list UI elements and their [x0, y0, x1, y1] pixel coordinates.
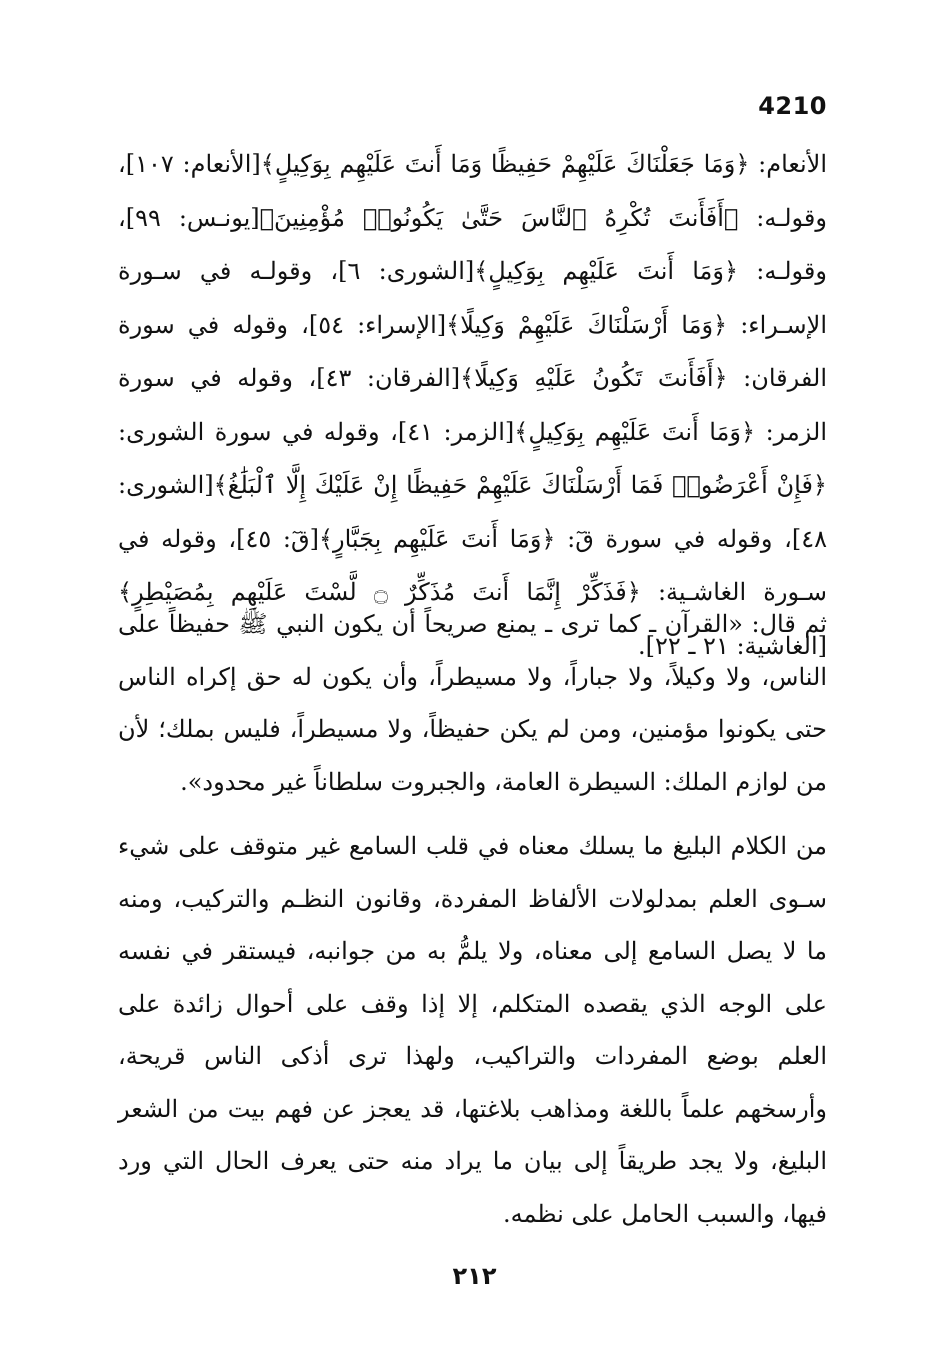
page-number-bottom: ٢١٢: [452, 1262, 497, 1290]
quran-citations-block: الأنعام: ﴿وَمَا جَعَلْنَاكَ عَلَيْهِمْ حَفِيظًا وَمَا أَنتَ عَلَيْهِم بِوَكِيلٍ﴾[الأنعام: ١٠٧]، وقولـه: ﴿أَفَأَنتَ تُكْرِهُ ٱلنَّاسَ حَتَّىٰ يَكُونُوا۟ مُؤْمِنِينَ﴾[يونـس: ٩٩]، وقولـه: ﴿وَمَا أَنتَ عَلَيْهِم بِوَكِيلٍ﴾[الشورى: ٦]، وقولـه في سـورة الإسـراء: ﴿وَمَا أَرْسَلْنَاكَ عَلَيْهِمْ وَكِيلًا﴾[الإسراء: ٥٤]، وقوله في سورة الفرقان: ﴿أَفَأَنتَ تَكُونُ عَلَيْهِ وَكِيلًا﴾[الفرقان: ٤٣]، وقوله في سورة الزمر: ﴿وَمَا أَنتَ عَلَيْهِم بِوَكِيلٍ﴾[الزمر: ٤١]، وقوله في سورة الشورى: ﴿فَإِنْ أَعْرَضُوا۟ فَمَا أَرْسَلْنَاكَ عَلَيْهِمْ حَفِيظًا إِنْ عَلَيْكَ إِلَّا ٱلْبَلَٰغُ﴾[الشورى: ٤٨]، وقوله في سورة قٓ: ﴿وَمَا أَنتَ عَلَيْهِم بِجَبَّارٍ﴾[قٓ: ٤٥]، وقوله في سـورة الغاشـية: ﴿فَذَكِّرْ إِنَّمَا أَنتَ مُذَكِّرٌ ۝ لَّسْتَ عَلَيْهِم بِمُصَيْطِرٍ﴾[الغاشية: ٢١ ـ ٢٢].: [118, 150, 828, 660]
page-number-top: 4210: [758, 92, 827, 120]
paragraph-eloquent-speech: من الكلام البليغ ما يسلك معناه في قلب السامع غير متوقف على شيء سـوى العلم بمدلولات الألفاظ المفردة، وقانون النظـم والتركيب، ومنه ما لا يصل السامع إلى معناه، ولا يلمُّ به من جوانبه، فيستقر في نفسه على الوجه الذي يقصده المتكلم، إلا إذا وقف على أحوال زائدة على العلم بوضع المفردات والتراكيب، ولهذا ترى أذكى الناس قريحة، وأرسخهم علماً باللغة ومذاهب بلاغتها، قد يعجز عن فهم بيت من الشعر البليغ، ولا يجد طريقاً إلى بيان ما يراد منه حتى يعرف الحال التي ورد فيها، والسبب الحامل على نظمه.: [118, 832, 827, 1228]
paragraph-quote-conclusion: ثم قال: «القرآن ـ كما ترى ـ يمنع صريحاً أن يكون النبي ﷺ حفيظاً على الناس، ولا وكيلاً، ولا جباراً، ولا مسيطراً، وأن يكون له حق إكراه الناس حتى يكونوا مؤمنين، ومن لم يكن حفيظاً، ولا مسيطراً، فليس بملك؛ لأن من لوازم الملك: السيطرة العامة، والجبروت سلطاناً غير محدود».: [118, 610, 827, 796]
